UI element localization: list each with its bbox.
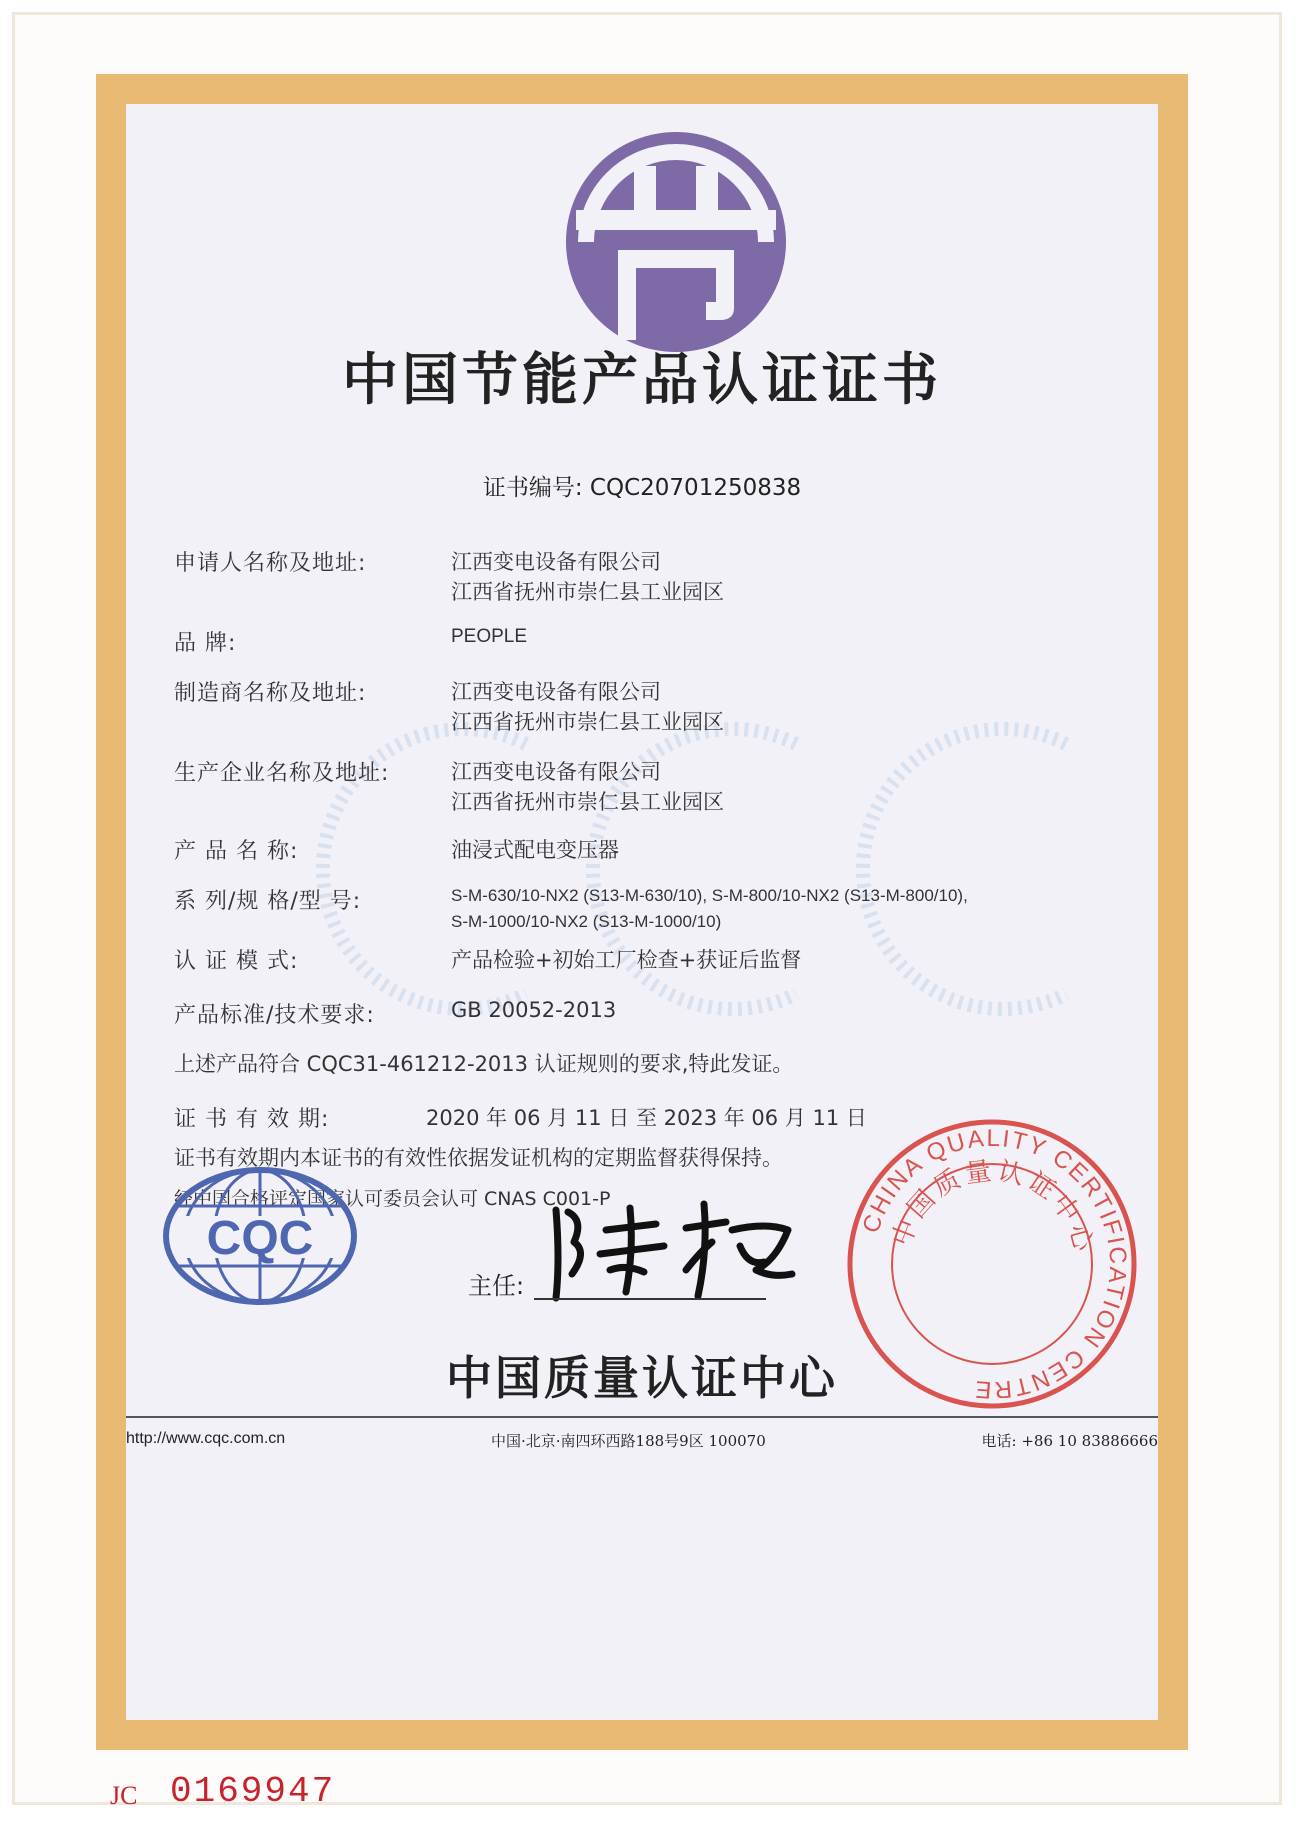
footer-address: 中国·北京·南四环西路188号9区 100070: [491, 1432, 766, 1450]
product-name-label: 产 品 名 称:: [174, 839, 299, 864]
validity-note: 证书有效期内本证书的有效性依据发证机构的定期监督获得保持。: [174, 1146, 783, 1170]
manufacturer-label: 制造商名称及地址:: [174, 681, 367, 706]
footer-phone: 电话: +86 10 83886666: [981, 1432, 1158, 1450]
brand-label: 品 牌:: [174, 631, 237, 656]
signature-line: [534, 1298, 766, 1300]
certificate-number: 证书编号: CQC20701250838: [482, 475, 802, 501]
energy-saving-logo: [556, 122, 796, 362]
seal-inner-text: 中国质量认证中心: [886, 1155, 1100, 1259]
certificate-title: 中国节能产品认证证书: [342, 348, 942, 413]
ccc-watermark: [276, 704, 1076, 1034]
certification-mode-value: 产品检验+初始工厂检查+获证后监督: [451, 948, 802, 972]
applicant-label: 申请人名称及地址:: [174, 551, 367, 576]
cqc-logo-text: CQC: [206, 1212, 314, 1265]
applicant-name: 江西变电设备有限公司: [451, 550, 661, 574]
serial-number: 0169947: [170, 1771, 336, 1812]
issuer-name: 中国质量认证中心: [446, 1351, 838, 1405]
model-value-line-2: S-M-1000/10-NX2 (S13-M-1000/10): [451, 912, 722, 931]
model-value-line-1: S-M-630/10-NX2 (S13-M-630/10), S-M-800/10-NX2 (S13-M-800/10),: [451, 886, 968, 905]
director-signature: [526, 1170, 806, 1310]
seal-outer-text: CHINA QUALITY CERTIFICATION CENTRE: [857, 1124, 1132, 1404]
standard-label: 产品标准/技术要求:: [174, 1003, 375, 1028]
serial-prefix: JC: [110, 1781, 138, 1810]
manufacturer-address: 江西省抚州市崇仁县工业园区: [451, 710, 724, 734]
validity-label: 证 书 有 效 期:: [174, 1107, 330, 1132]
certificate-sheet: [126, 104, 1158, 1720]
director-label: 主任:: [468, 1272, 525, 1300]
manufacturer-name: 江西变电设备有限公司: [451, 680, 661, 704]
factory-address: 江西省抚州市崇仁县工业园区: [451, 790, 724, 814]
footer-divider: [126, 1416, 1158, 1418]
accreditation-note: 经中国合格评定国家认可委员会认可 CNAS C001-P: [174, 1188, 611, 1210]
product-name-value: 油浸式配电变压器: [451, 838, 619, 862]
footer-website: http://www.cqc.com.cn: [126, 1430, 286, 1447]
cqc-logo: [160, 1164, 360, 1309]
brand-value: PEOPLE: [451, 626, 528, 647]
validity-period: 2020 年 06 月 11 日 至 2023 年 06 月 11 日: [426, 1106, 867, 1130]
certification-mode-label: 认 证 模 式:: [174, 949, 299, 974]
model-label: 系 列/规 格/型 号:: [174, 889, 362, 914]
factory-name: 江西变电设备有限公司: [451, 760, 661, 784]
applicant-address: 江西省抚州市崇仁县工业园区: [451, 580, 724, 604]
standard-value: GB 20052-2013: [451, 998, 617, 1022]
factory-label: 生产企业名称及地址:: [174, 761, 390, 786]
conformity-statement: 上述产品符合 CQC31-461212-2013 认证规则的要求,特此发证。: [174, 1052, 794, 1076]
